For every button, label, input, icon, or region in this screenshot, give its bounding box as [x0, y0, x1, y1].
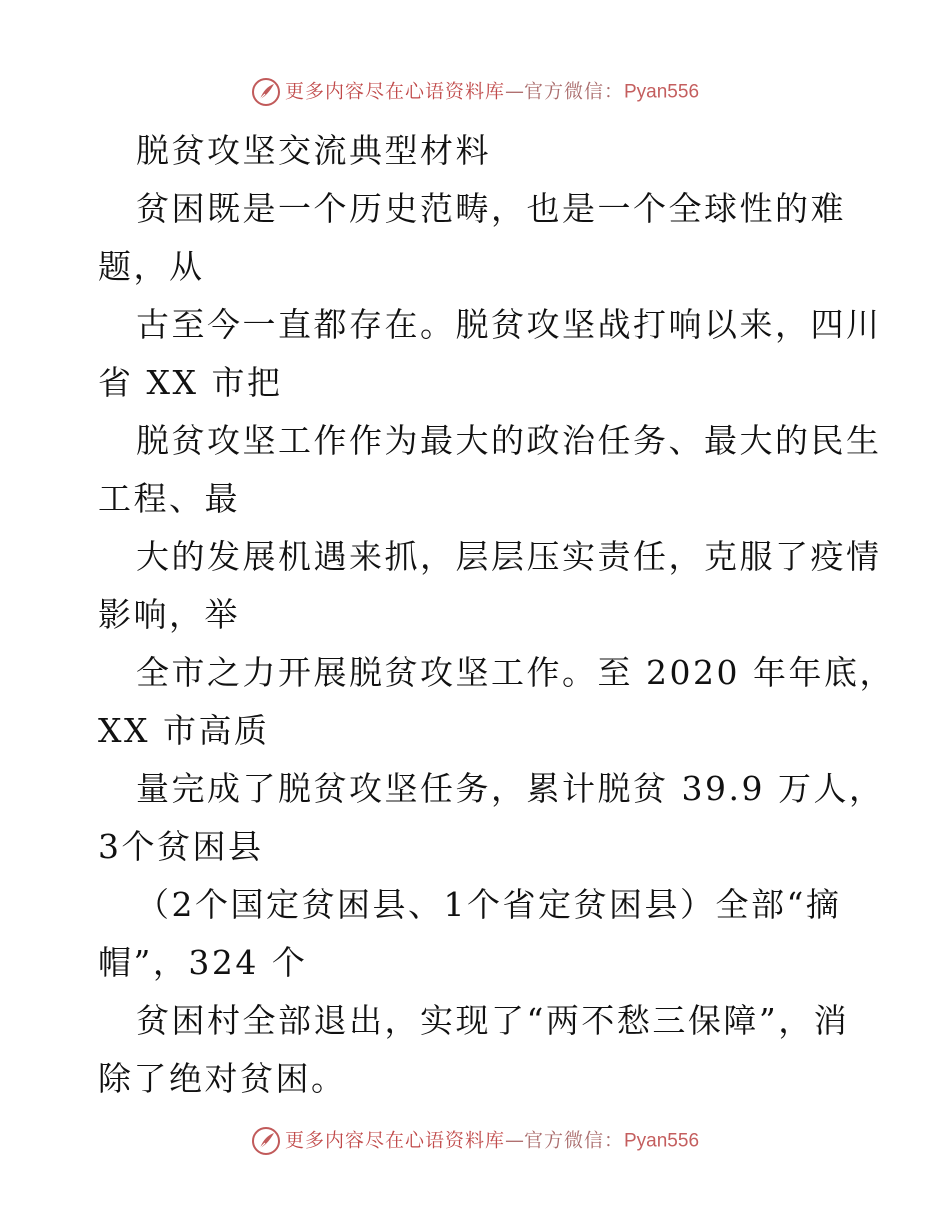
document-body	[98, 122, 895, 1108]
watermark-separator: —	[504, 1129, 524, 1152]
footer-watermark	[0, 1126, 950, 1156]
paragraph-line: 量完成了脱贫攻坚任务，累计脱贫 39.9 万人，	[136, 769, 885, 808]
feather-logo-icon	[251, 1126, 281, 1156]
watermark-wechat-id: Pyan556	[624, 81, 700, 103]
paragraph-line: 工程、最	[98, 479, 240, 518]
paragraph-line: 除了绝对贫困。	[98, 1059, 347, 1098]
watermark-wechat-label: 官方微信：	[523, 80, 624, 103]
feather-logo-icon	[251, 77, 281, 107]
paragraph-line: 贫困村全部退出，实现了“两不愁三保障”，消	[136, 1001, 850, 1040]
paragraph-line: 全市之力开展脱贫攻坚工作。至 2020 年年底，	[136, 653, 895, 692]
paragraph-line: （2个国定贫困县、1个省定贫困县）全部“摘	[136, 885, 842, 924]
watermark-wechat-label: 官方微信：	[523, 1129, 624, 1152]
document-title: 脱贫攻坚交流典型材料	[136, 131, 491, 170]
paragraph-line: 帽”，324 个	[98, 943, 308, 982]
paragraph-line: 贫困既是一个历史范畴，也是一个全球性的难	[136, 189, 846, 228]
paragraph-line: 影响，举	[98, 595, 240, 634]
watermark-site-text: 更多内容尽在心语资料库	[284, 80, 505, 103]
paragraph-line: 题，从	[98, 247, 205, 286]
paragraph-line: 古至今一直都存在。脱贫攻坚战打响以来，四川	[136, 305, 882, 344]
paragraph-line: 脱贫攻坚工作作为最大的政治任务、最大的民生	[136, 421, 882, 460]
header-watermark	[0, 77, 950, 107]
paragraph-line: 省 XX 市把	[98, 363, 283, 402]
paragraph-line: XX 市高质	[98, 711, 270, 750]
paragraph-line: 大的发展机遇来抓，层层压实责任，克服了疫情	[136, 537, 882, 576]
watermark-separator: —	[504, 80, 524, 103]
watermark-wechat-id: Pyan556	[624, 1130, 700, 1152]
watermark-site-text: 更多内容尽在心语资料库	[284, 1129, 505, 1152]
paragraph-line: 3个贫困县	[98, 827, 264, 866]
